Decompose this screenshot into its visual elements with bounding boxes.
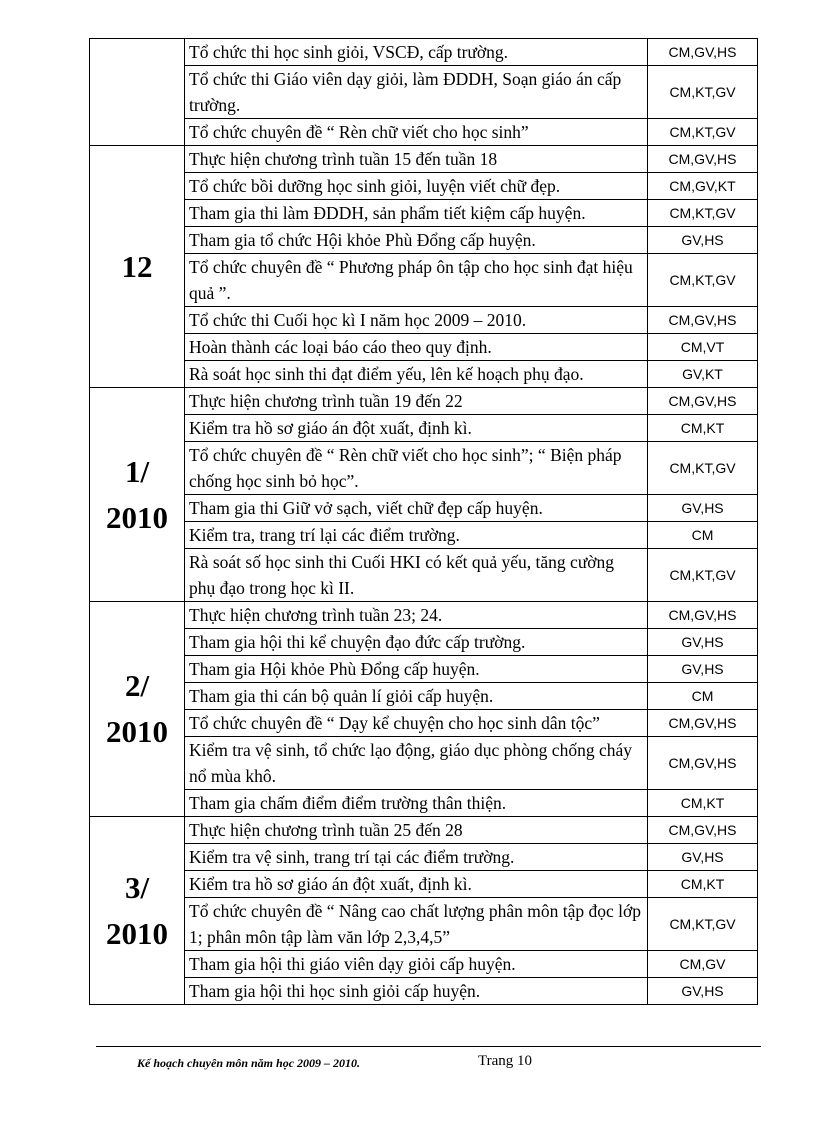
task-cell: Kiểm tra hồ sơ giáo án đột xuất, định kì.: [185, 871, 648, 898]
task-cell: Tổ chức chuyên đề “ Rèn chữ viết cho học sinh”: [185, 119, 648, 146]
responsible-cell: GV,HS: [648, 227, 758, 254]
table-row: [90, 415, 758, 442]
task-cell: Tham gia hội thi học sinh giỏi cấp huyện.: [185, 978, 648, 1005]
table-row: [90, 66, 758, 119]
responsible-cell: CM,GV: [648, 951, 758, 978]
month-label: 12: [121, 248, 153, 284]
table-row: [90, 522, 758, 549]
responsible-cell: CM,VT: [648, 334, 758, 361]
table-row: [90, 39, 758, 66]
table-row: [90, 817, 758, 844]
table-row: [90, 844, 758, 871]
table-row: [90, 146, 758, 173]
responsible-cell: GV,HS: [648, 844, 758, 871]
task-cell: Tham gia hội thi giáo viên dạy giỏi cấp huyện.: [185, 951, 648, 978]
task-cell: Tổ chức chuyên đề “ Phương pháp ôn tập cho học sinh đạt hiệu quả ”.: [185, 254, 648, 307]
table-row: [90, 307, 758, 334]
responsible-cell: CM,KT,GV: [648, 200, 758, 227]
month-cell: [90, 39, 185, 146]
month-label: 2010: [106, 714, 168, 749]
table-row: [90, 898, 758, 951]
responsible-cell: CM,GV,HS: [648, 146, 758, 173]
task-cell: Rà soát số học sinh thi Cuối HKI có kết quả yếu, tăng cường phụ đạo trong học kì II.: [185, 549, 648, 602]
task-cell: Tham gia hội thi kể chuyện đạo đức cấp trường.: [185, 629, 648, 656]
responsible-cell: CM,GV,HS: [648, 602, 758, 629]
task-cell: Thực hiện chương trình tuần 15 đến tuần 18: [185, 146, 648, 173]
task-cell: Hoàn thành các loại báo cáo theo quy định.: [185, 334, 648, 361]
table-row: [90, 549, 758, 602]
table-row: [90, 200, 758, 227]
footer-page-number: Trang 10: [478, 1053, 533, 1069]
month-label: 2/: [124, 668, 150, 703]
responsible-cell: CM,GV,KT: [648, 173, 758, 200]
responsible-cell: CM,KT,GV: [648, 254, 758, 307]
responsible-cell: CM,KT,GV: [648, 442, 758, 495]
table-row: [90, 951, 758, 978]
responsible-cell: CM,GV,HS: [648, 817, 758, 844]
month-cell: [90, 146, 185, 388]
task-cell: Kiểm tra hồ sơ giáo án đột xuất, định kì.: [185, 415, 648, 442]
responsible-cell: CM,GV,HS: [648, 737, 758, 790]
task-cell: Tham gia chấm điểm điểm trường thân thiện.: [185, 790, 648, 817]
responsible-cell: CM,KT,GV: [648, 66, 758, 119]
task-cell: Tổ chức bồi dưỡng học sinh giỏi, luyện viết chữ đẹp.: [185, 173, 648, 200]
table-row: [90, 656, 758, 683]
responsible-cell: CM,KT: [648, 871, 758, 898]
task-cell: Tổ chức chuyên đề “ Rèn chữ viết cho học sinh”; “ Biện pháp chống học sinh bỏ học”.: [185, 442, 648, 495]
responsible-cell: GV,HS: [648, 629, 758, 656]
task-cell: Tham gia thi Giữ vở sạch, viết chữ đẹp cấp huyện.: [185, 495, 648, 522]
task-cell: Kiểm tra vệ sinh, trang trí tại các điểm trường.: [185, 844, 648, 871]
task-cell: Tổ chức chuyên đề “ Dạy kể chuyện cho học sinh dân tộc”: [185, 710, 648, 737]
table-row: [90, 361, 758, 388]
responsible-cell: CM,GV,HS: [648, 388, 758, 415]
task-cell: Tổ chức thi Cuối học kì I năm học 2009 – 2010.: [185, 307, 648, 334]
task-cell: Tham gia thi cán bộ quản lí giỏi cấp huyện.: [185, 683, 648, 710]
task-cell: Rà soát học sinh thi đạt điểm yếu, lên kế hoạch phụ đạo.: [185, 361, 648, 388]
responsible-cell: CM,GV,HS: [648, 39, 758, 66]
month-label: 3/: [124, 869, 150, 905]
task-cell: Tổ chức thi Giáo viên dạy giỏi, làm ĐDDH, Soạn giáo án cấp trường.: [185, 66, 648, 119]
responsible-cell: CM,KT: [648, 790, 758, 817]
month-cell: [90, 602, 185, 817]
month-cell: [90, 388, 185, 602]
table-row: [90, 683, 758, 710]
month-label: 2010: [106, 915, 168, 951]
table-row: [90, 334, 758, 361]
task-cell: Tham gia thi làm ĐDDH, sản phẩm tiết kiệm cấp huyện.: [185, 200, 648, 227]
table-row: [90, 737, 758, 790]
responsible-cell: CM,KT,GV: [648, 549, 758, 602]
responsible-cell: CM,KT: [648, 415, 758, 442]
task-cell: Tổ chức thi học sinh giỏi, VSCĐ, cấp trường.: [185, 39, 648, 66]
footer-divider: [96, 1046, 761, 1047]
table-row: [90, 119, 758, 146]
responsible-cell: GV,HS: [648, 656, 758, 683]
responsible-cell: CM: [648, 522, 758, 549]
responsible-cell: GV,HS: [648, 978, 758, 1005]
month-label: 1/: [124, 453, 150, 489]
task-cell: Thực hiện chương trình tuần 25 đến 28: [185, 817, 648, 844]
table-row: [90, 710, 758, 737]
month-cell: [90, 817, 185, 1005]
responsible-cell: CM,KT,GV: [648, 119, 758, 146]
task-cell: Tổ chức chuyên đề “ Nâng cao chất lượng phân môn tập đọc lớp 1; phân môn tập làm văn lớp 2,3,4,5”: [185, 898, 648, 951]
table-row: [90, 227, 758, 254]
responsible-cell: CM,GV,HS: [648, 710, 758, 737]
table-row: [90, 871, 758, 898]
table-row: [90, 790, 758, 817]
responsible-cell: GV,KT: [648, 361, 758, 388]
responsible-cell: CM,GV,HS: [648, 307, 758, 334]
footer-document-title: Kế hoạch chuyên môn năm học 2009 – 2010.: [137, 1056, 361, 1070]
table-row: [90, 388, 758, 415]
table-row: [90, 602, 758, 629]
responsible-cell: CM,KT,GV: [648, 898, 758, 951]
table-row: [90, 442, 758, 495]
plan-table: [89, 38, 758, 1005]
task-cell: Thực hiện chương trình tuần 23; 24.: [185, 602, 648, 629]
task-cell: Kiểm tra vệ sinh, tổ chức lạo động, giáo dục phòng chống cháy nổ mùa khô.: [185, 737, 648, 790]
month-label: 2010: [106, 499, 168, 535]
task-cell: Tham gia tổ chức Hội khỏe Phù Đổng cấp huyện.: [185, 227, 648, 254]
table-row: [90, 173, 758, 200]
table-row: [90, 495, 758, 522]
task-cell: Thực hiện chương trình tuần 19 đến 22: [185, 388, 648, 415]
task-cell: Tham gia Hội khỏe Phù Đổng cấp huyện.: [185, 656, 648, 683]
responsible-cell: GV,HS: [648, 495, 758, 522]
table-row: [90, 254, 758, 307]
table-row: [90, 629, 758, 656]
responsible-cell: CM: [648, 683, 758, 710]
task-cell: Kiểm tra, trang trí lại các điểm trường.: [185, 522, 648, 549]
table-row: [90, 978, 758, 1005]
